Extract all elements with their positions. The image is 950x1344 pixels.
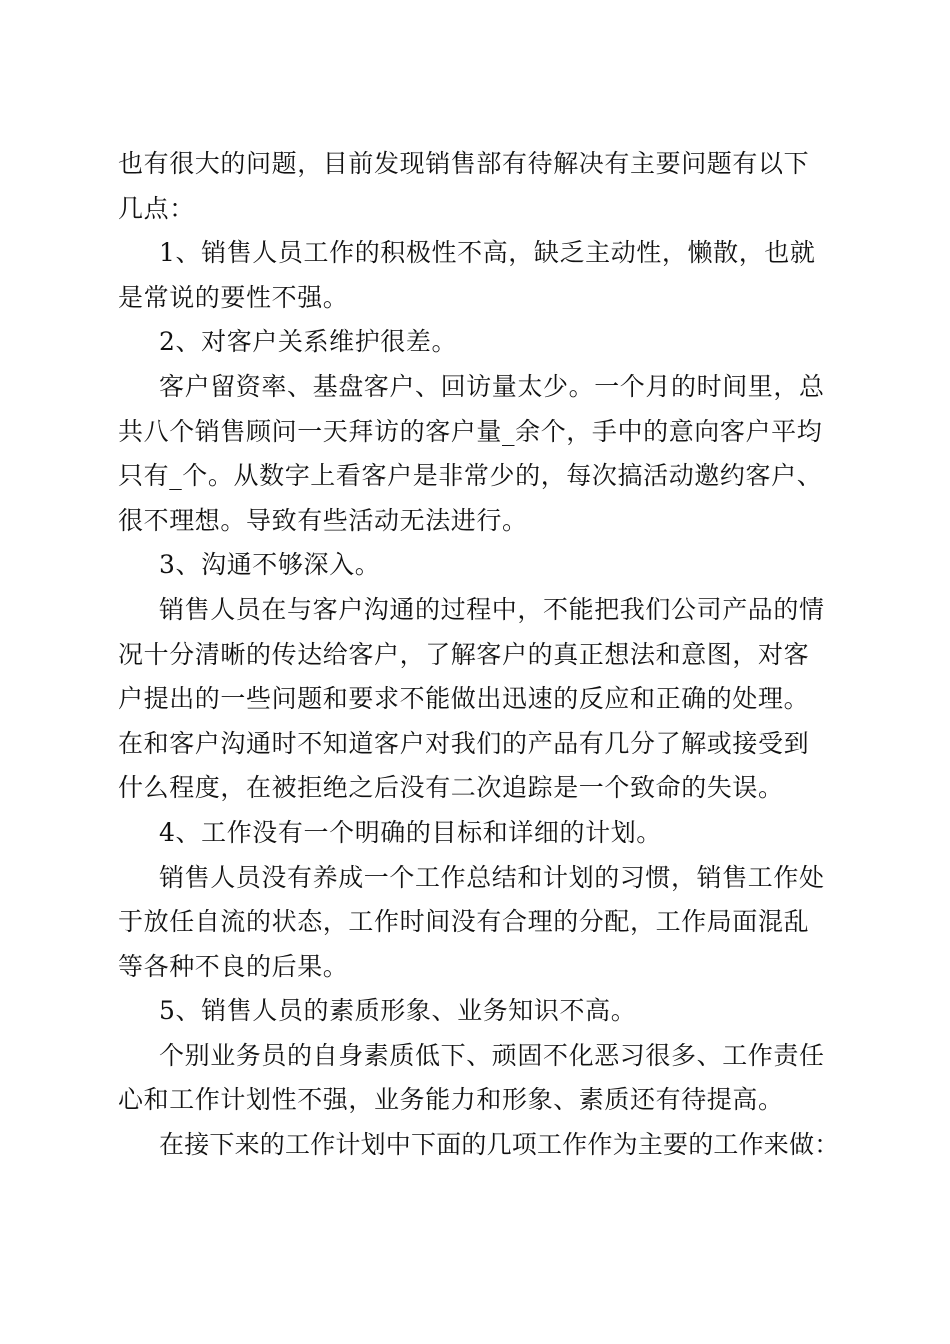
document-body — [118, 142, 840, 1168]
text-line: 只有_个。从数字上看客户是非常少的，每次搞活动邀约客户、 — [118, 461, 823, 491]
text-line: 很不理想。导致有些活动无法进行。 — [118, 505, 528, 535]
text-line: 在和客户沟通时不知道客户对我们的产品有几分了解或接受到 — [118, 728, 810, 758]
text-line: 况十分清晰的传达给客户，了解客户的真正想法和意图，对客 — [118, 639, 810, 669]
text-line: 于放任自流的状态，工作时间没有合理的分配，工作局面混乱 — [118, 907, 810, 937]
text-line: 心和工作计划性不强，业务能力和形象、素质还有待提高。 — [118, 1085, 784, 1115]
paragraph-line: 销售人员在与客户沟通的过程中，不能把我们公司产品的情 — [159, 594, 825, 624]
list-item-heading: 2、对客户关系维护很差。 — [159, 327, 458, 357]
list-item-heading: 3、沟通不够深入。 — [159, 550, 381, 580]
text-line: 是常说的要性不强。 — [118, 282, 349, 312]
list-item-heading: 1、销售人员工作的积极性不高，缺乏主动性，懒散，也就 — [159, 238, 816, 268]
text-line: 等各种不良的后果。 — [118, 951, 349, 981]
paragraph-line: 销售人员没有养成一个工作总结和计划的习惯，销售工作处 — [159, 862, 825, 892]
text-line: 几点： — [118, 193, 195, 223]
paragraph-line: 客户留资率、基盘客户、回访量太少。一个月的时间里，总 — [159, 371, 825, 401]
text-line: 什么程度，在被拒绝之后没有二次追踪是一个致命的失误。 — [118, 773, 784, 803]
text-line: 也有很大的问题，目前发现销售部有待解决有主要问题有以下 — [118, 149, 810, 178]
paragraph-line: 个别业务员的自身素质低下、顽固不化恶习很多、工作责任 — [159, 1040, 825, 1070]
list-item-heading: 4、工作没有一个明确的目标和详细的计划。 — [159, 817, 662, 847]
text-line: 共八个销售顾问一天拜访的客户量_余个，手中的意向客户平均 — [118, 416, 823, 446]
text-line: 户提出的一些问题和要求不能做出迅速的反应和正确的处理。 — [118, 684, 810, 714]
list-item-heading: 5、销售人员的素质形象、业务知识不高。 — [159, 996, 637, 1026]
paragraph-line: 在接下来的工作计划中下面的几项工作作为主要的工作来做： — [159, 1130, 840, 1160]
